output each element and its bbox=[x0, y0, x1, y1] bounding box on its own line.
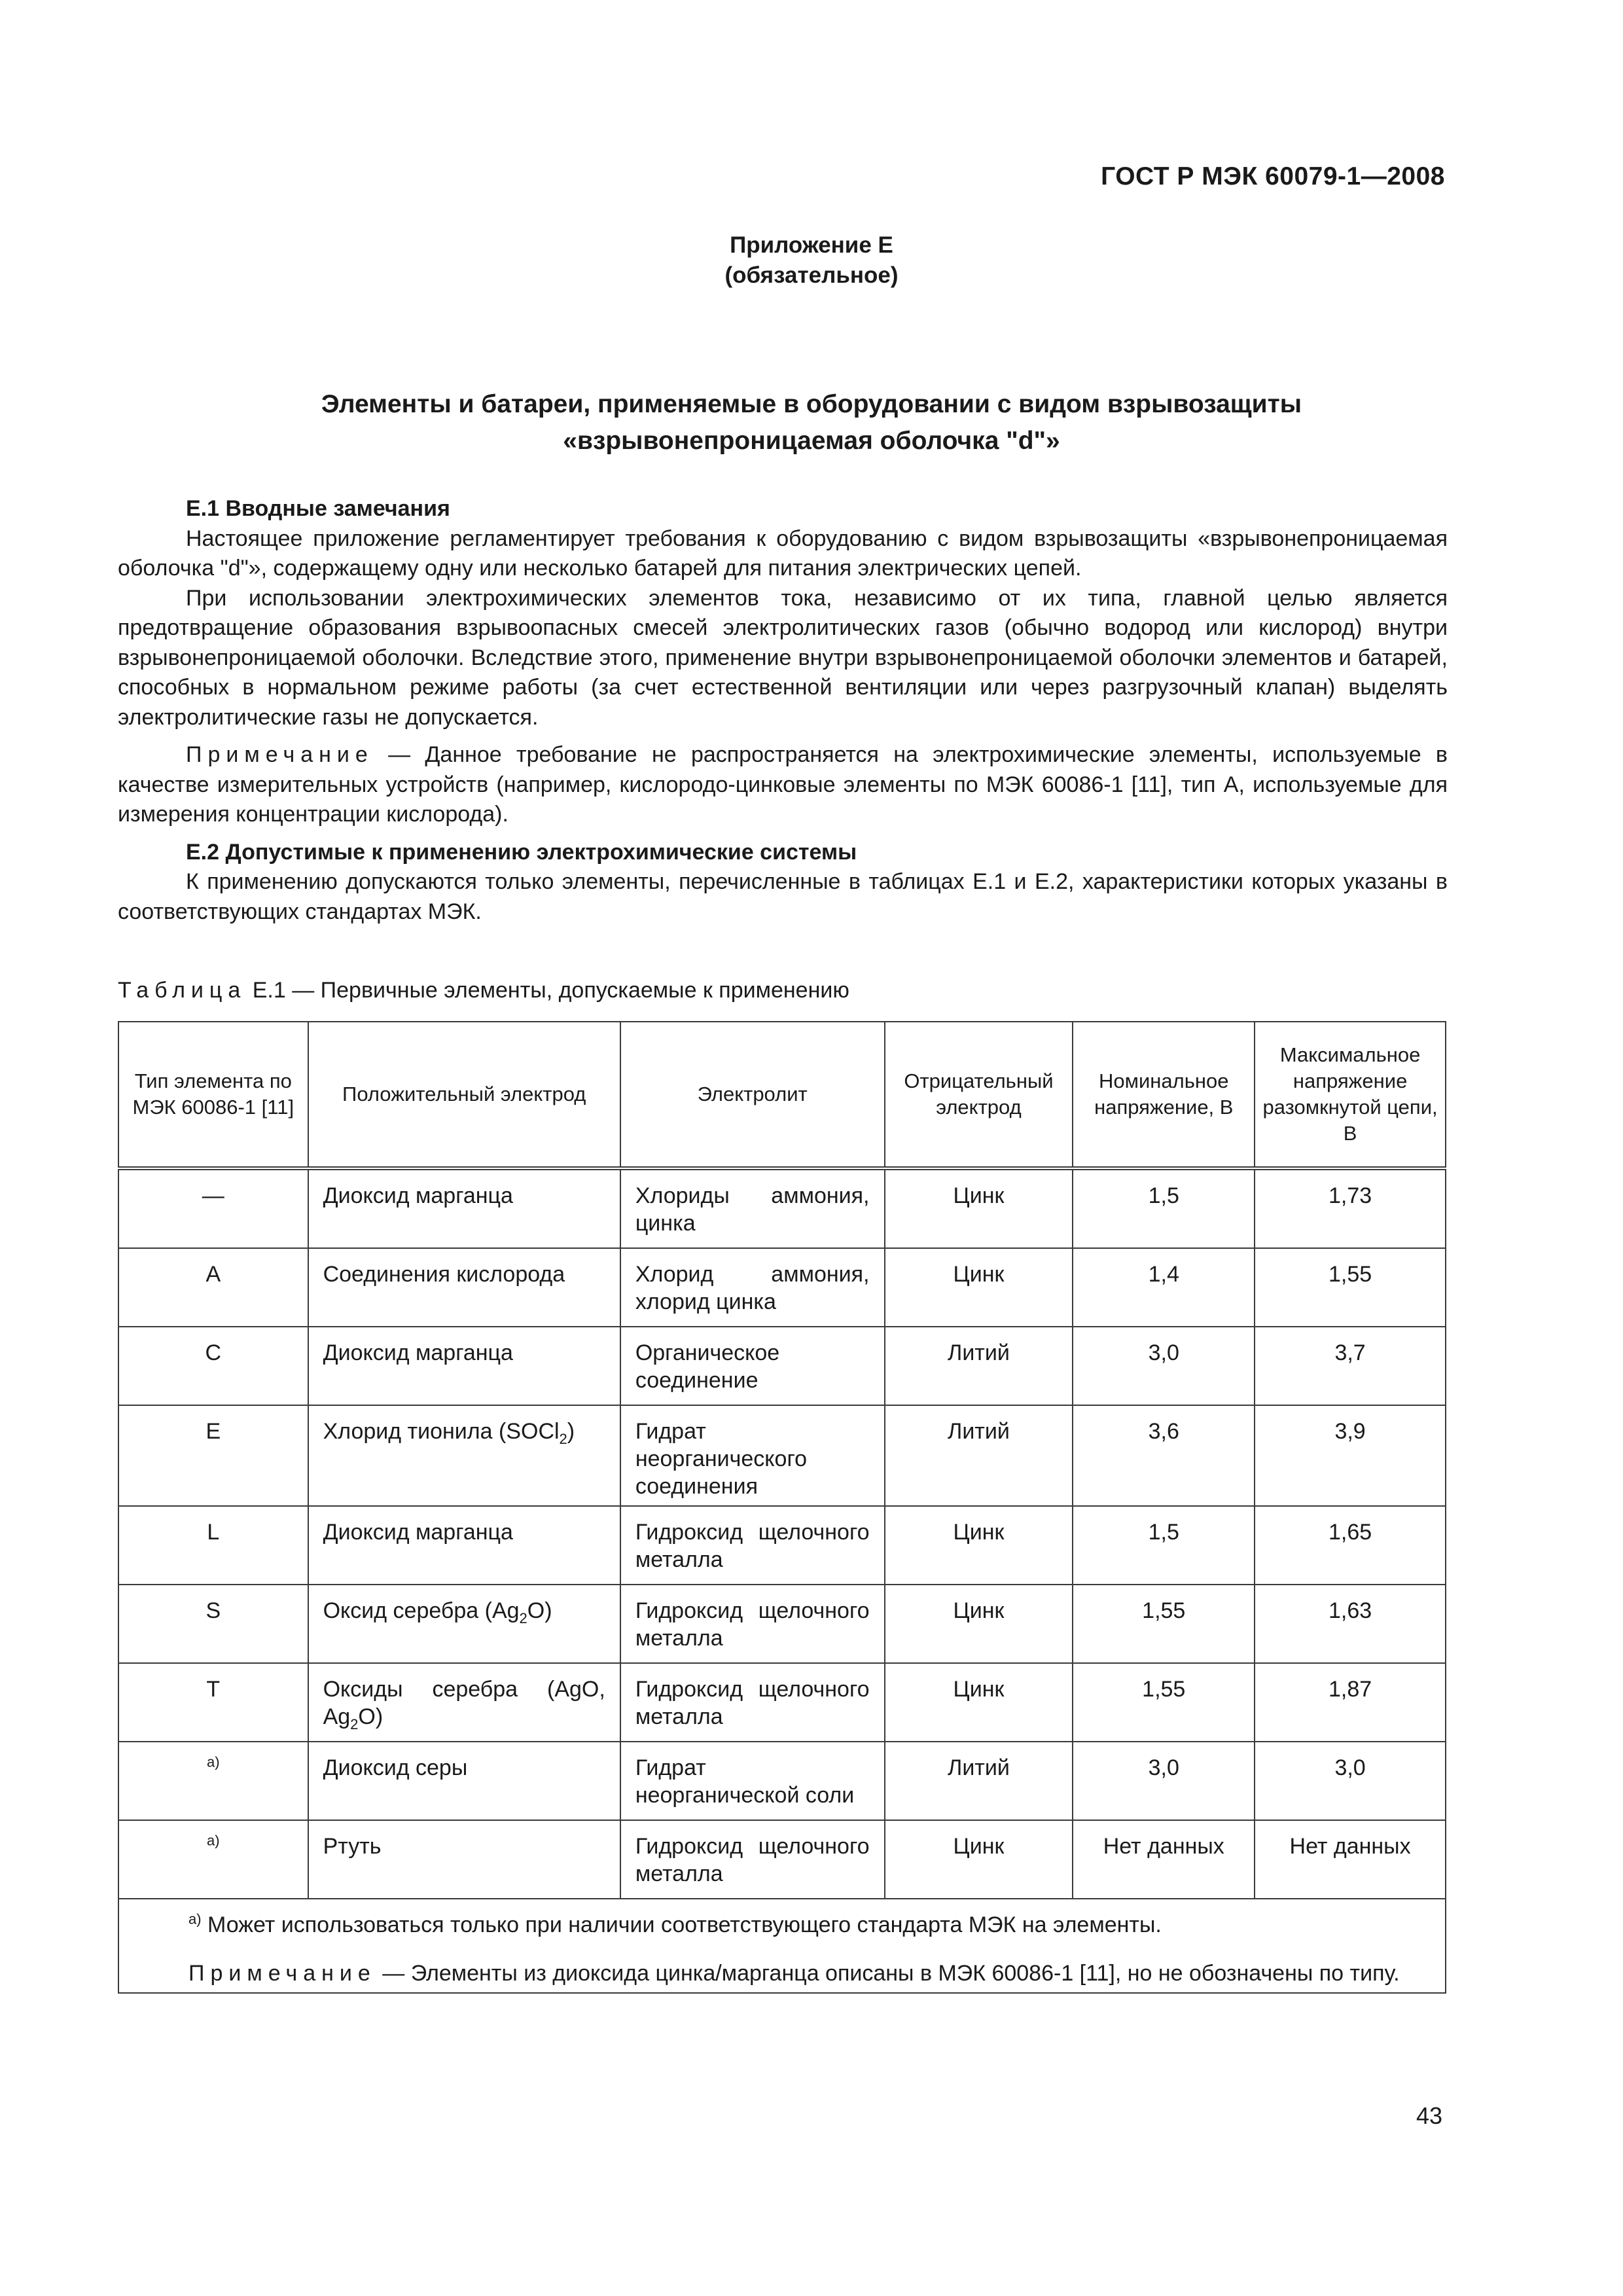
cell-nominal: 3,0 bbox=[1073, 1742, 1255, 1820]
header-nominal: Номинальное напряжение, В bbox=[1073, 1022, 1255, 1168]
header-electrolyte: Электролит bbox=[620, 1022, 885, 1168]
annex-title-line2: «взрывонепроницаемая оболочка "d"» bbox=[563, 427, 1060, 455]
cell-negative: Цинк bbox=[885, 1248, 1073, 1327]
table-notes-row bbox=[118, 1899, 1446, 1993]
table-note bbox=[134, 1960, 1431, 1987]
table-row bbox=[118, 1506, 1446, 1585]
table-caption bbox=[118, 975, 849, 1005]
footnote-mark: a) bbox=[207, 1832, 220, 1849]
section-e2-para1: К применению допускаются только элементы, перечисленные в таблицах Е.1 и Е.2, характеристики которых указаны в соответствующих стандартах МЭК. bbox=[118, 869, 1448, 924]
cell-max: 3,9 bbox=[1255, 1405, 1446, 1506]
formula-text: Оксид серебра (Ag bbox=[323, 1598, 520, 1623]
annex-title bbox=[0, 386, 1623, 459]
formula-text: ) bbox=[567, 1419, 575, 1444]
cell-negative: Литий bbox=[885, 1405, 1073, 1506]
subscript: 2 bbox=[350, 1715, 359, 1732]
note-text: — Данное требование не распространяется на электрохимические элементы, используемые в качестве измерительных устройств (например, кислородо-цинковые элементы по МЭК 60086-1 [11], тип А, используемые для измерения концентрации кислорода). bbox=[118, 742, 1448, 827]
cell-positive: Диоксид серы bbox=[308, 1742, 620, 1820]
cell-electrolyte: Хлориды аммония, цинка bbox=[620, 1168, 885, 1248]
cell-positive: Диоксид марганца bbox=[308, 1168, 620, 1248]
cell-nominal: 1,55 bbox=[1073, 1663, 1255, 1742]
cell-electrolyte: Гидроксид щелочного металла bbox=[620, 1585, 885, 1663]
cell-electrolyte: Гидрат неорганического соединения bbox=[620, 1405, 885, 1506]
cell-type bbox=[118, 1820, 308, 1899]
cell-max: 3,7 bbox=[1255, 1327, 1446, 1405]
footnote-mark: a) bbox=[207, 1753, 220, 1770]
table-row bbox=[118, 1327, 1446, 1405]
cell-negative: Цинк bbox=[885, 1820, 1073, 1899]
cell-nominal: 1,4 bbox=[1073, 1248, 1255, 1327]
table-row bbox=[118, 1742, 1446, 1820]
cell-positive: Ртуть bbox=[308, 1820, 620, 1899]
cell-nominal: 1,5 bbox=[1073, 1506, 1255, 1585]
cell-electrolyte: Хлорид аммония, хлорид цинка bbox=[620, 1248, 885, 1327]
note-label: Примечание bbox=[186, 742, 374, 767]
formula-text: Хлорид тионила (SOCl bbox=[323, 1419, 560, 1444]
section-e1-para2: При использовании электрохимических элементов тока, независимо от их типа, главной целью является предотвращение образования взрывоопасных смесей электролитических газов (обычно водород или кислород) внутри взрывонепроницаемой оболочки. Вследствие этого, применение внутри взрывонепроницаемой оболочки элементов и батарей, способных в нормальном режиме работы (за счет естественной вентиляции или через разгрузочный клапан) выделять электролитические газы не допускается. bbox=[118, 585, 1448, 730]
note-label: Примечание bbox=[188, 1961, 376, 1986]
footnote-text: Может использоваться только при наличии соответствующего стандарта МЭК на элементы. bbox=[201, 1912, 1162, 1937]
cell-type: T bbox=[118, 1663, 308, 1742]
header-type: Тип элемента по МЭК 60086-1 [11] bbox=[118, 1022, 308, 1168]
table-row bbox=[118, 1405, 1446, 1506]
cell-positive bbox=[308, 1405, 620, 1506]
cell-electrolyte: Гидроксид щелочного металла bbox=[620, 1663, 885, 1742]
section-e2-heading: Е.2 Допустимые к применению электрохимические системы bbox=[186, 839, 857, 865]
cell-type: E bbox=[118, 1405, 308, 1506]
section-e1 bbox=[118, 494, 1448, 927]
cell-max: 1,65 bbox=[1255, 1506, 1446, 1585]
table-row bbox=[118, 1585, 1446, 1663]
table-header-row bbox=[118, 1022, 1446, 1168]
section-e1-note bbox=[118, 740, 1448, 830]
appendix-status: (обязательное) bbox=[724, 262, 899, 288]
header-max: Максимальное напряжение разомкнутой цепи, В bbox=[1255, 1022, 1446, 1168]
cell-type: C bbox=[118, 1327, 308, 1405]
cell-electrolyte: Органическое соединение bbox=[620, 1327, 885, 1405]
header-positive: Положительный электрод bbox=[308, 1022, 620, 1168]
section-e1-heading: Е.1 Вводные замечания bbox=[186, 496, 450, 521]
cell-negative: Литий bbox=[885, 1327, 1073, 1405]
subscript: 2 bbox=[519, 1609, 527, 1626]
cell-positive bbox=[308, 1663, 620, 1742]
cell-nominal: 3,0 bbox=[1073, 1327, 1255, 1405]
cell-nominal: Нет данных bbox=[1073, 1820, 1255, 1899]
table-row bbox=[118, 1168, 1446, 1248]
cell-type: S bbox=[118, 1585, 308, 1663]
subscript: 2 bbox=[559, 1430, 567, 1447]
table-caption-text: Е.1 — Первичные элементы, допускаемые к применению bbox=[246, 978, 849, 1003]
formula-text: Оксиды серебра (AgO, Ag bbox=[323, 1677, 605, 1729]
cell-type: — bbox=[118, 1168, 308, 1248]
cell-nominal: 1,55 bbox=[1073, 1585, 1255, 1663]
table-row bbox=[118, 1663, 1446, 1742]
cell-electrolyte: Гидрат неорганической соли bbox=[620, 1742, 885, 1820]
table-footnote bbox=[134, 1911, 1431, 1939]
appendix-title: Приложение Е bbox=[730, 232, 893, 258]
formula-text: O) bbox=[527, 1598, 552, 1623]
cell-type bbox=[118, 1742, 308, 1820]
table-label: Таблица bbox=[118, 978, 247, 1003]
cell-positive: Соединения кислорода bbox=[308, 1248, 620, 1327]
cell-type: L bbox=[118, 1506, 308, 1585]
appendix-label bbox=[0, 230, 1623, 291]
cell-max: 3,0 bbox=[1255, 1742, 1446, 1820]
cell-max: 1,63 bbox=[1255, 1585, 1446, 1663]
table-notes bbox=[118, 1899, 1446, 1993]
primary-cells-table bbox=[118, 1021, 1446, 1994]
cell-positive: Диоксид марганца bbox=[308, 1506, 620, 1585]
footnote-mark: a) bbox=[188, 1910, 202, 1928]
formula-text: O) bbox=[358, 1704, 383, 1729]
table-row bbox=[118, 1820, 1446, 1899]
cell-max: 1,87 bbox=[1255, 1663, 1446, 1742]
cell-type: A bbox=[118, 1248, 308, 1327]
cell-electrolyte: Гидроксид щелочного металла bbox=[620, 1820, 885, 1899]
cell-nominal: 1,5 bbox=[1073, 1168, 1255, 1248]
cell-max: Нет данных bbox=[1255, 1820, 1446, 1899]
annex-title-line1: Элементы и батареи, применяемые в оборудовании с видом взрывозащиты bbox=[321, 390, 1302, 418]
table-row bbox=[118, 1248, 1446, 1327]
header-negative: Отрицательный электрод bbox=[885, 1022, 1073, 1168]
cell-negative: Цинк bbox=[885, 1663, 1073, 1742]
section-e1-para1: Настоящее приложение регламентирует требования к оборудованию с видом взрывозащиты «взрывонепроницаемая оболочка "d"», содержащему одну или несколько батарей для питания электрических цепей. bbox=[118, 526, 1448, 581]
cell-negative: Цинк bbox=[885, 1506, 1073, 1585]
cell-negative: Цинк bbox=[885, 1585, 1073, 1663]
page-number: 43 bbox=[1416, 2102, 1442, 2129]
document-code: ГОСТ Р МЭК 60079-1—2008 bbox=[1101, 162, 1445, 190]
cell-nominal: 3,6 bbox=[1073, 1405, 1255, 1506]
note-text: — Элементы из диоксида цинка/марганца описаны в МЭК 60086-1 [11], но не обозначены по типу. bbox=[376, 1961, 1400, 1986]
cell-max: 1,55 bbox=[1255, 1248, 1446, 1327]
cell-positive: Диоксид марганца bbox=[308, 1327, 620, 1405]
cell-max: 1,73 bbox=[1255, 1168, 1446, 1248]
cell-negative: Цинк bbox=[885, 1168, 1073, 1248]
cell-positive bbox=[308, 1585, 620, 1663]
cell-negative: Литий bbox=[885, 1742, 1073, 1820]
cell-electrolyte: Гидроксид щелочного металла bbox=[620, 1506, 885, 1585]
